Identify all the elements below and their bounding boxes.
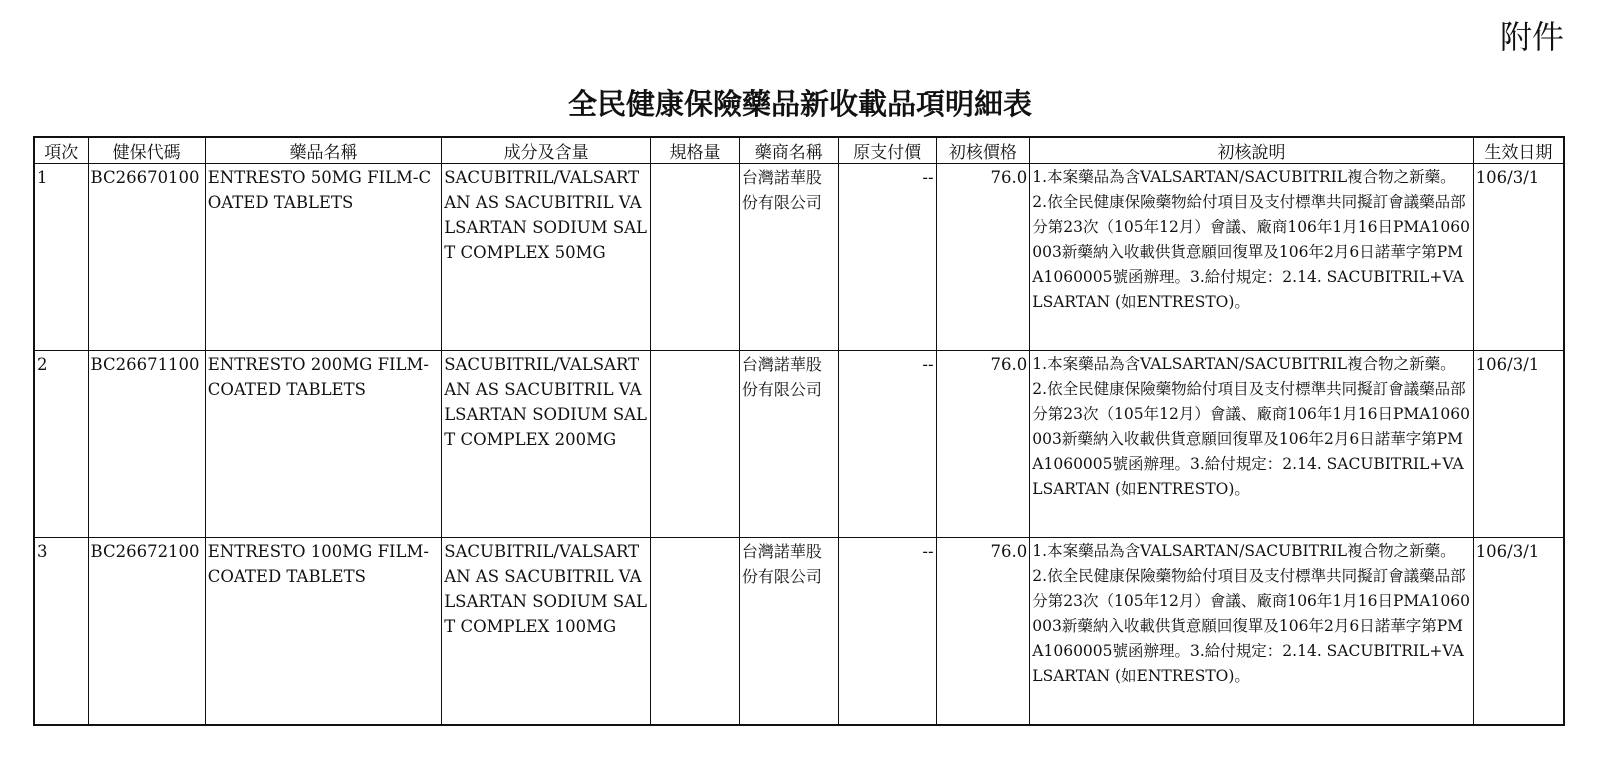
cell-ingredient: SACUBITRIL/VALSARTAN AS SACUBITRIL VALSARTAN SODIUM SALT COMPLEX 50MG <box>442 164 651 351</box>
header-effective-date: 生效日期 <box>1473 137 1564 164</box>
cell-orig-price: -- <box>838 164 936 351</box>
header-orig-price: 原支付價 <box>838 137 936 164</box>
cell-note: 1.本案藥品為含VALSARTAN/SACUBITRIL複合物之新藥。 2.依全民健康保險藥物給付項目及支付標準共同擬訂會議藥品部分第23次（105年12月）會議、廠商106年1月16日PMA1060003新藥納入收載供貨意願回復單及106年2月6日諾華字第PMA1060005號函辦理。3.給付規定：2.14. SACUBITRIL+VALSARTAN (如ENTRESTO)。 <box>1030 538 1473 726</box>
cell-item-no: 1 <box>34 164 88 351</box>
header-note: 初核說明 <box>1030 137 1473 164</box>
cell-orig-price: -- <box>838 538 936 726</box>
header-item-no: 項次 <box>34 137 88 164</box>
cell-note: 1.本案藥品為含VALSARTAN/SACUBITRIL複合物之新藥。 2.依全民健康保險藥物給付項目及支付標準共同擬訂會議藥品部分第23次（105年12月）會議、廠商106年1月16日PMA1060003新藥納入收載供貨意願回復單及106年2月6日諾華字第PMA1060005號函辦理。3.給付規定：2.14. SACUBITRIL+VALSARTAN (如ENTRESTO)。 <box>1030 351 1473 538</box>
header-row <box>34 137 1564 164</box>
drug-listing-table <box>33 136 1565 726</box>
cell-item-no: 3 <box>34 538 88 726</box>
cell-vendor: 台灣諾華股份有限公司 <box>739 538 838 726</box>
page-title: 全民健康保險藥品新收載品項明細表 <box>567 87 1032 121</box>
cell-spec <box>651 351 740 538</box>
cell-spec <box>651 164 740 351</box>
header-ingredient: 成分及含量 <box>442 137 651 164</box>
cell-note: 1.本案藥品為含VALSARTAN/SACUBITRIL複合物之新藥。 2.依全民健康保險藥物給付項目及支付標準共同擬訂會議藥品部分第23次（105年12月）會議、廠商106年1月16日PMA1060003新藥納入收載供貨意願回復單及106年2月6日諾華字第PMA1060005號函辦理。3.給付規定：2.14. SACUBITRIL+VALSARTAN (如ENTRESTO)。 <box>1030 164 1473 351</box>
cell-new-price: 76.0 <box>936 351 1030 538</box>
cell-code: BC26670100 <box>88 164 205 351</box>
cell-drug-name: ENTRESTO 50MG FILM-COATED TABLETS <box>205 164 441 351</box>
cell-vendor: 台灣諾華股份有限公司 <box>739 351 838 538</box>
cell-ingredient: SACUBITRIL/VALSARTAN AS SACUBITRIL VALSARTAN SODIUM SALT COMPLEX 100MG <box>442 538 651 726</box>
header-vendor: 藥商名稱 <box>739 137 838 164</box>
cell-item-no: 2 <box>34 351 88 538</box>
table-row <box>34 351 1564 538</box>
header-new-price: 初核價格 <box>936 137 1030 164</box>
cell-effective-date: 106/3/1 <box>1473 351 1564 538</box>
header-spec: 規格量 <box>651 137 740 164</box>
cell-drug-name: ENTRESTO 200MG FILM-COATED TABLETS <box>205 351 441 538</box>
attachment-label: 附件 <box>1499 18 1564 56</box>
cell-spec <box>651 538 740 726</box>
cell-drug-name: ENTRESTO 100MG FILM-COATED TABLETS <box>205 538 441 726</box>
cell-code: BC26672100 <box>88 538 205 726</box>
table-row <box>34 164 1564 351</box>
cell-ingredient: SACUBITRIL/VALSARTAN AS SACUBITRIL VALSARTAN SODIUM SALT COMPLEX 200MG <box>442 351 651 538</box>
cell-orig-price: -- <box>838 351 936 538</box>
cell-new-price: 76.0 <box>936 538 1030 726</box>
cell-effective-date: 106/3/1 <box>1473 538 1564 726</box>
cell-new-price: 76.0 <box>936 164 1030 351</box>
table-row <box>34 538 1564 726</box>
cell-effective-date: 106/3/1 <box>1473 164 1564 351</box>
header-code: 健保代碼 <box>88 137 205 164</box>
cell-vendor: 台灣諾華股份有限公司 <box>739 164 838 351</box>
header-drug-name: 藥品名稱 <box>205 137 441 164</box>
cell-code: BC26671100 <box>88 351 205 538</box>
